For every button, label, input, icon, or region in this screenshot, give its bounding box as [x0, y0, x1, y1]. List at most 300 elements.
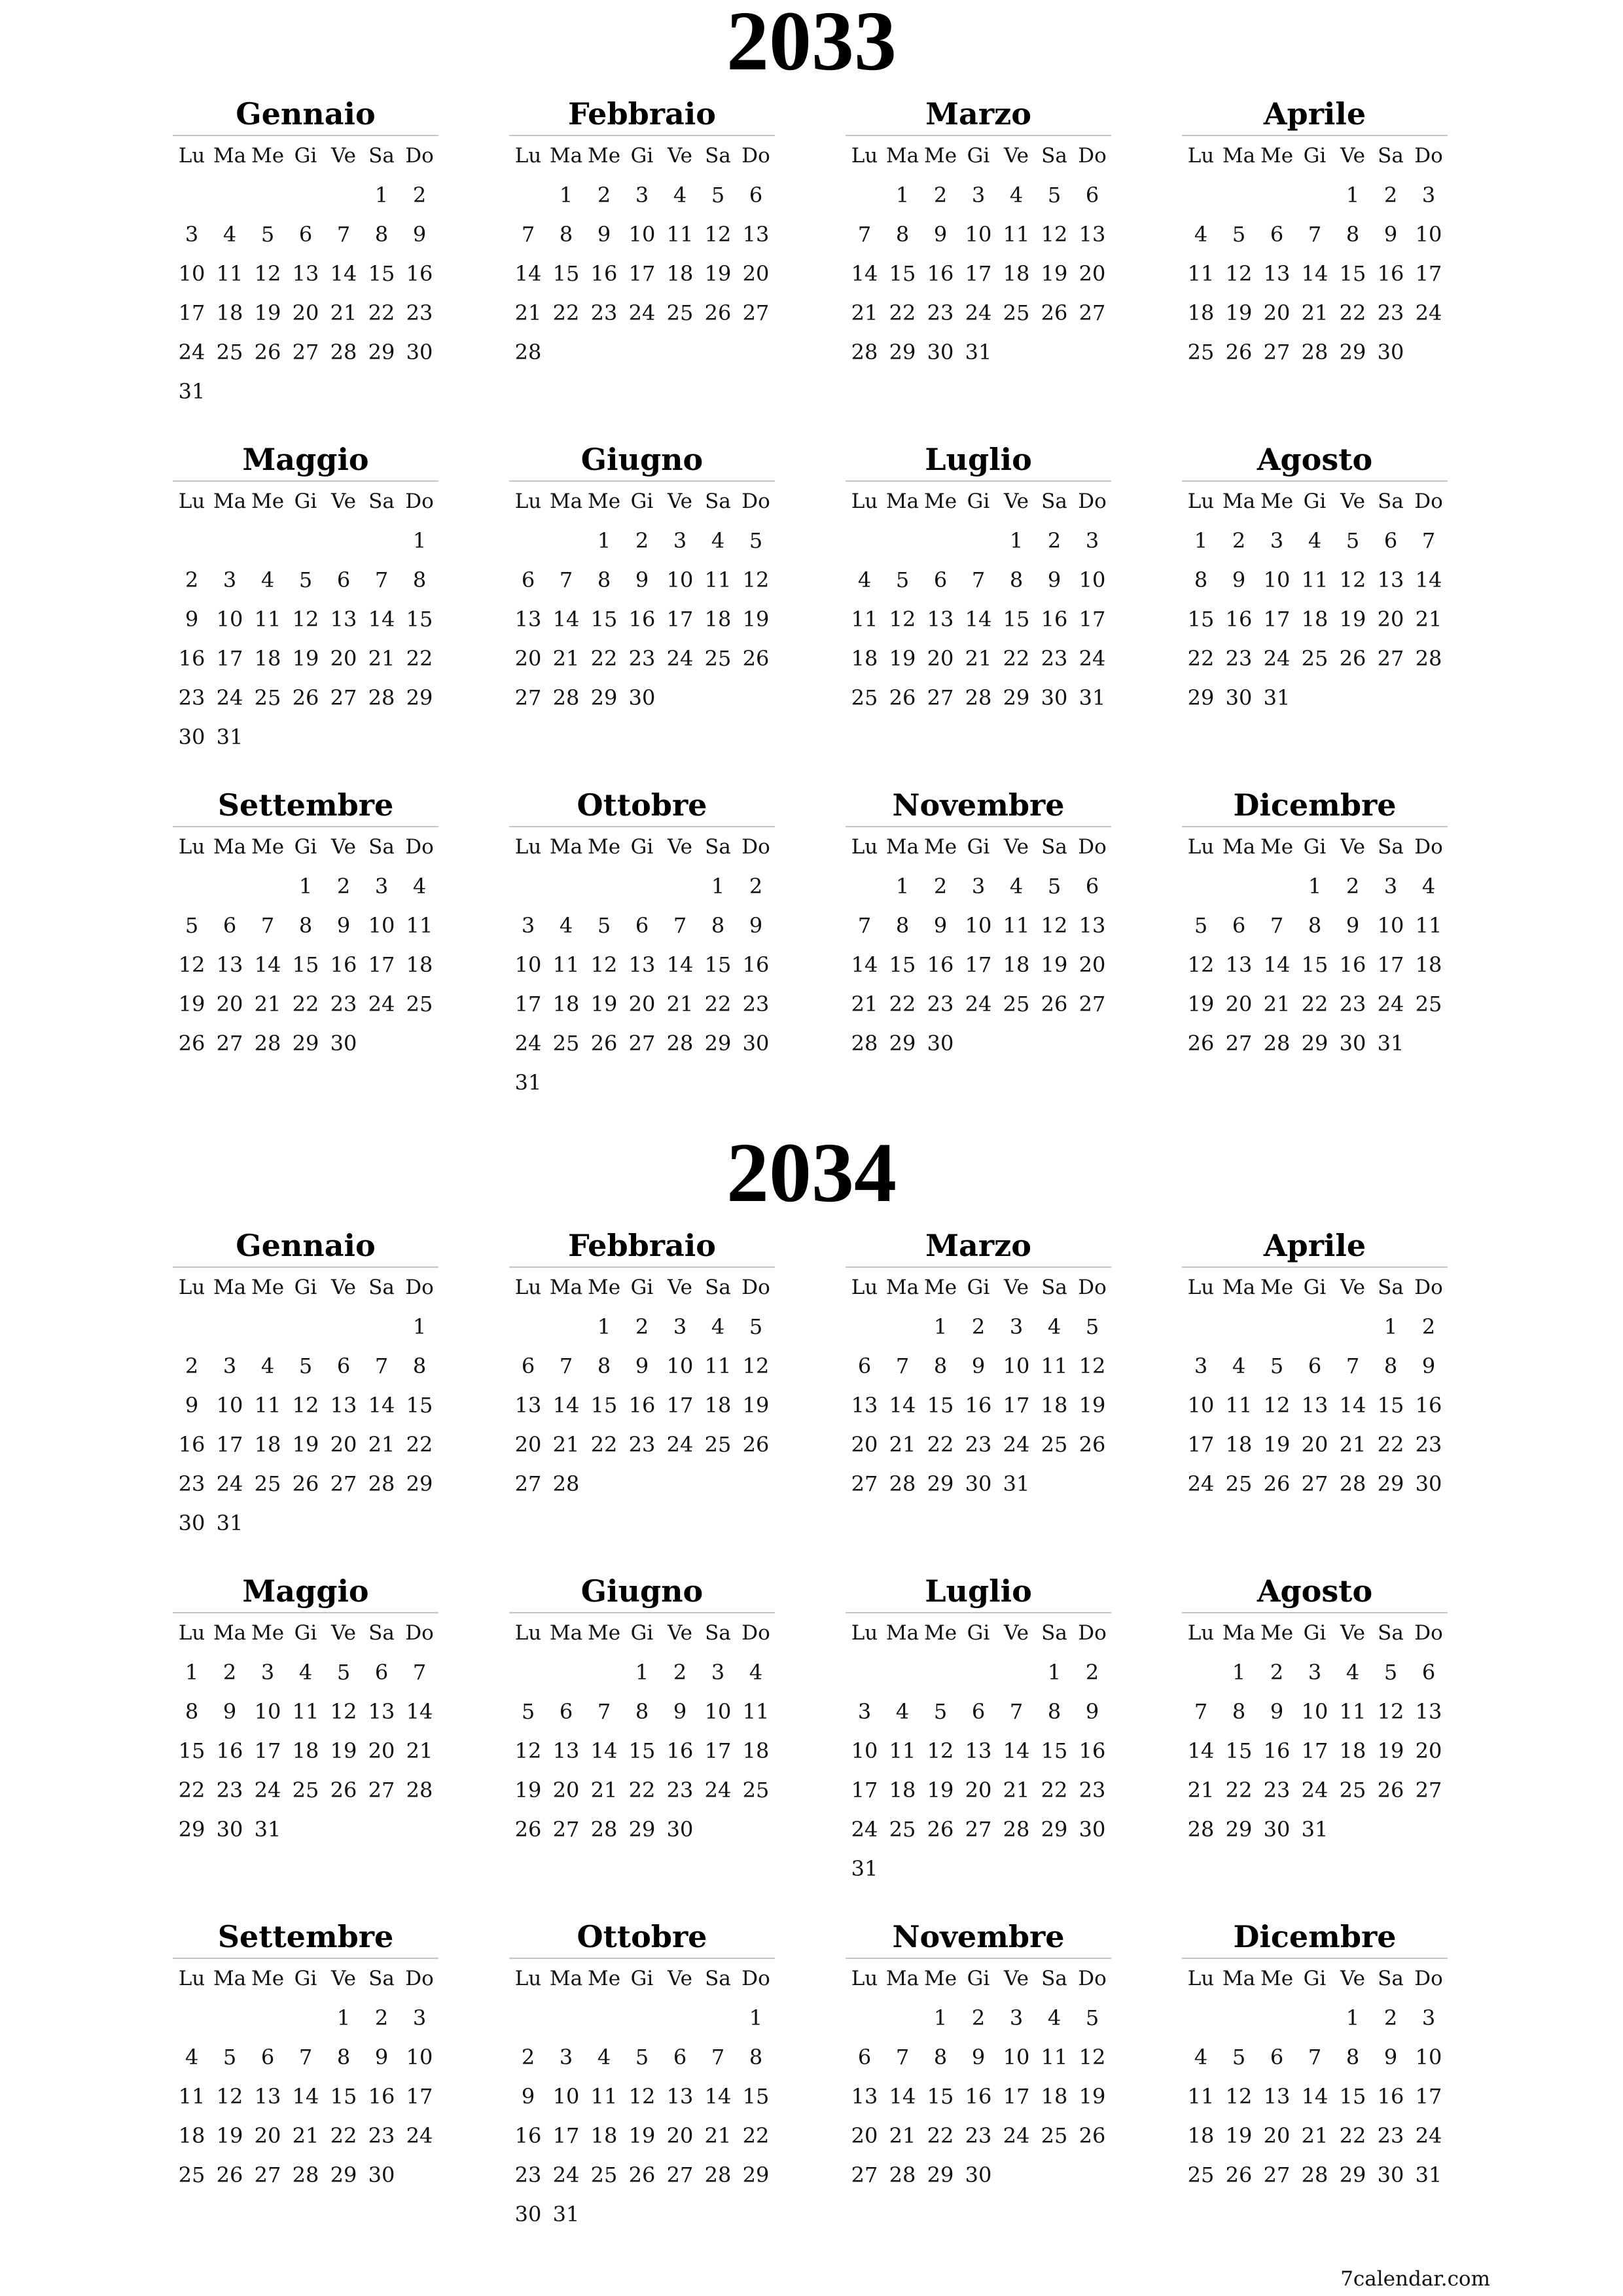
week-row — [1182, 1731, 1448, 1770]
day-cell: 27 — [666, 2162, 694, 2187]
day-cell: 11 — [1003, 222, 1030, 247]
day-cell: 12 — [254, 261, 281, 286]
week-row — [509, 600, 775, 639]
day-cell: 29 — [1225, 1817, 1253, 1842]
week-row — [1182, 867, 1448, 906]
day-cell: 27 — [330, 685, 357, 710]
day-cell: 7 — [412, 1660, 427, 1685]
weekday-label: Sa — [368, 1276, 395, 1299]
day-cell: 13 — [1225, 952, 1253, 977]
week-row — [846, 639, 1111, 678]
day-cell: 7 — [895, 1354, 910, 1378]
empty-day-cell — [287, 372, 325, 411]
weekday-label: Ve — [331, 1276, 356, 1299]
weekday-label: Ma — [885, 144, 919, 168]
day-cell: 27 — [1301, 1471, 1329, 1496]
day-cell: 20 — [514, 646, 542, 671]
day-cell: 12 — [1263, 1393, 1291, 1418]
weekday-label: Lu — [178, 490, 205, 513]
month-calendar — [846, 784, 1111, 1130]
day-cell: 21 — [889, 1432, 916, 1457]
day-cell: 4 — [1421, 874, 1436, 899]
day-cell: 8 — [1308, 913, 1322, 938]
day-cell: 27 — [851, 1471, 878, 1496]
day-cell: 10 — [965, 222, 992, 247]
day-cell: 23 — [927, 992, 954, 1016]
day-cell: 26 — [1079, 2123, 1106, 2148]
week-row — [509, 2077, 775, 2116]
empty-day-cell — [287, 1307, 325, 1346]
weekday-label: Gi — [1303, 835, 1327, 859]
month-title: Dicembre — [1182, 1916, 1448, 1959]
week-row — [173, 2037, 438, 2077]
day-cell: 12 — [1225, 2084, 1253, 2109]
weekday-label: Sa — [705, 144, 731, 168]
day-cell: 23 — [1263, 1778, 1291, 1803]
day-cell: 22 — [330, 2123, 357, 2148]
day-cell: 16 — [1263, 1738, 1291, 1763]
day-cell: 21 — [965, 646, 992, 671]
day-cell: 9 — [635, 1354, 649, 1378]
day-cell: 4 — [895, 1699, 910, 1724]
day-cell: 22 — [927, 2123, 954, 2148]
day-cell: 22 — [1301, 992, 1329, 1016]
week-row — [509, 175, 775, 215]
empty-day-cell — [249, 1503, 287, 1543]
day-cell: 11 — [406, 913, 433, 938]
day-cell: 12 — [1041, 913, 1068, 938]
week-row — [509, 1692, 775, 1731]
day-cell: 21 — [1339, 1432, 1366, 1457]
empty-day-cell — [1334, 678, 1372, 717]
day-cell: 20 — [666, 2123, 694, 2148]
day-cell: 3 — [412, 2005, 427, 2030]
week-row — [1182, 1692, 1448, 1731]
day-cell: 19 — [1041, 261, 1068, 286]
day-cell: 30 — [927, 340, 954, 365]
day-cell: 26 — [1079, 1432, 1106, 1457]
week-row — [509, 678, 775, 717]
day-cell: 20 — [514, 1432, 542, 1457]
empty-day-cell — [1182, 1653, 1220, 1692]
day-cell: 18 — [1339, 1738, 1366, 1763]
month-calendar — [509, 1916, 775, 2261]
week-row — [509, 2037, 775, 2077]
week-row — [173, 2116, 438, 2155]
weekday-label: Me — [923, 835, 957, 859]
week-row — [1182, 1386, 1448, 1425]
weekday-label: Ve — [1340, 835, 1365, 859]
empty-day-cell — [249, 1998, 287, 2037]
day-cell: 3 — [971, 874, 986, 899]
day-cell: 10 — [1301, 1699, 1329, 1724]
day-cell: 9 — [1421, 1354, 1436, 1378]
week-row — [509, 254, 775, 293]
week-row — [1182, 600, 1448, 639]
day-cell: 28 — [1339, 1471, 1366, 1496]
day-cell: 23 — [178, 1471, 205, 1496]
day-cell: 21 — [851, 992, 878, 1016]
day-cell: 16 — [965, 2084, 992, 2109]
day-cell: 31 — [1079, 685, 1106, 710]
day-cell: 8 — [374, 222, 389, 247]
day-cell: 7 — [857, 913, 872, 938]
day-cell: 27 — [292, 340, 319, 365]
day-cell: 14 — [851, 261, 878, 286]
day-cell: 27 — [628, 1031, 656, 1056]
day-cell: 13 — [1079, 222, 1106, 247]
empty-day-cell — [287, 1810, 325, 1849]
weekday-label: Gi — [630, 1621, 654, 1645]
weekday-header — [846, 1613, 1111, 1653]
day-cell: 16 — [1079, 1738, 1106, 1763]
day-cell: 17 — [666, 607, 694, 632]
month-calendar — [846, 1916, 1111, 2261]
day-cell: 10 — [1415, 222, 1442, 247]
week-row — [1182, 945, 1448, 984]
day-cell: 21 — [368, 646, 395, 671]
week-row — [509, 906, 775, 945]
day-cell: 5 — [635, 2045, 649, 2070]
day-cell: 22 — [406, 1432, 433, 1457]
day-cell: 31 — [216, 725, 243, 749]
day-cell: 19 — [292, 1432, 319, 1457]
day-cell: 19 — [1187, 992, 1215, 1016]
day-cell: 6 — [971, 1699, 986, 1724]
weekday-label: Me — [251, 144, 285, 168]
week-row — [173, 867, 438, 906]
weekday-label: Ve — [1004, 490, 1029, 513]
day-cell: 8 — [1009, 567, 1024, 592]
day-cell: 25 — [590, 2162, 618, 2187]
empty-day-cell — [846, 867, 883, 906]
empty-day-cell — [325, 175, 363, 215]
day-cell: 14 — [666, 952, 694, 977]
day-cell: 1 — [597, 528, 611, 553]
empty-day-cell — [249, 717, 287, 757]
day-cell: 24 — [1187, 1471, 1215, 1496]
day-cell: 14 — [1187, 1738, 1215, 1763]
empty-day-cell — [1372, 678, 1410, 717]
week-row — [1182, 639, 1448, 678]
weekday-label: Ma — [885, 1967, 919, 1990]
week-row — [846, 906, 1111, 945]
day-cell: 4 — [260, 1354, 275, 1378]
day-cell: 11 — [254, 1393, 281, 1418]
week-row — [846, 867, 1111, 906]
weekday-label: Me — [1260, 1967, 1294, 1990]
day-cell: 27 — [965, 1817, 992, 1842]
month-calendar — [173, 1916, 438, 2261]
weekday-label: Ma — [549, 1967, 583, 1990]
day-cell: 20 — [216, 992, 243, 1016]
day-cell: 19 — [1225, 300, 1253, 325]
empty-day-cell — [846, 1998, 883, 2037]
empty-day-cell — [737, 678, 775, 717]
day-cell: 4 — [260, 567, 275, 592]
day-cell: 9 — [336, 913, 351, 938]
day-cell: 28 — [889, 1471, 916, 1496]
empty-day-cell — [623, 332, 661, 372]
weekday-label: Ve — [1340, 1276, 1365, 1299]
day-cell: 7 — [521, 222, 535, 247]
empty-day-cell — [997, 1024, 1035, 1063]
day-cell: 30 — [927, 1031, 954, 1056]
day-cell: 8 — [1346, 2045, 1360, 2070]
day-cell: 21 — [254, 992, 281, 1016]
day-cell: 15 — [1003, 607, 1030, 632]
day-cell: 24 — [851, 1817, 878, 1842]
year-title: 2033 — [726, 0, 897, 88]
day-cell: 16 — [927, 952, 954, 977]
day-cell: 29 — [330, 2162, 357, 2187]
day-cell: 1 — [711, 874, 725, 899]
month-calendar — [173, 784, 438, 1130]
empty-day-cell — [363, 372, 401, 411]
day-cell: 4 — [1009, 874, 1024, 899]
month-title: Giugno — [509, 1570, 775, 1613]
weekday-label: Sa — [1041, 835, 1067, 859]
day-cell: 19 — [704, 261, 732, 286]
day-cell: 3 — [1308, 1660, 1322, 1685]
week-row — [509, 984, 775, 1024]
day-cell: 9 — [597, 222, 611, 247]
weekday-label: Me — [587, 490, 621, 513]
day-cell: 14 — [368, 607, 395, 632]
day-cell: 10 — [254, 1699, 281, 1724]
day-cell: 4 — [749, 1660, 763, 1685]
weekday-label: Do — [741, 144, 770, 168]
day-cell: 6 — [635, 913, 649, 938]
day-cell: 19 — [254, 300, 281, 325]
week-row — [1182, 2077, 1448, 2116]
day-cell: 31 — [1377, 1031, 1404, 1056]
weekday-label: Sa — [368, 144, 395, 168]
day-cell: 24 — [666, 646, 694, 671]
day-cell: 15 — [406, 1393, 433, 1418]
day-cell: 28 — [1187, 1817, 1215, 1842]
week-row — [1182, 175, 1448, 215]
day-cell: 1 — [374, 183, 389, 207]
day-cell: 18 — [552, 992, 580, 1016]
day-cell: 19 — [178, 992, 205, 1016]
weekday-label: Ma — [1222, 490, 1256, 513]
month-title: Luglio — [846, 439, 1111, 482]
day-cell: 11 — [1415, 913, 1442, 938]
week-row — [173, 1024, 438, 1063]
empty-day-cell — [1220, 1307, 1258, 1346]
day-cell: 1 — [1194, 528, 1208, 553]
day-cell: 20 — [1415, 1738, 1442, 1763]
day-cell: 9 — [1270, 1699, 1284, 1724]
day-cell: 24 — [965, 300, 992, 325]
day-cell: 6 — [336, 1354, 351, 1378]
day-cell: 16 — [965, 1393, 992, 1418]
weekday-label: Lu — [851, 835, 878, 859]
week-row — [173, 175, 438, 215]
day-cell: 25 — [1301, 646, 1329, 671]
empty-day-cell — [211, 372, 249, 411]
day-cell: 5 — [1194, 913, 1208, 938]
day-cell: 29 — [742, 2162, 770, 2187]
week-row — [1182, 332, 1448, 372]
day-cell: 26 — [330, 1778, 357, 1803]
day-cell: 13 — [368, 1699, 395, 1724]
day-cell: 12 — [1079, 1354, 1106, 1378]
day-cell: 6 — [1383, 528, 1398, 553]
day-cell: 11 — [1041, 2045, 1068, 2070]
empty-day-cell — [211, 521, 249, 560]
week-row — [1182, 906, 1448, 945]
empty-day-cell — [509, 1307, 547, 1346]
day-cell: 26 — [1187, 1031, 1215, 1056]
day-cell: 11 — [742, 1699, 770, 1724]
weekday-label: Sa — [705, 1967, 731, 1990]
day-cell: 23 — [514, 2162, 542, 2187]
day-cell: 22 — [1003, 646, 1030, 671]
day-cell: 24 — [216, 1471, 243, 1496]
empty-day-cell — [325, 717, 363, 757]
week-row — [173, 1425, 438, 1464]
week-row — [509, 1731, 775, 1770]
empty-day-cell — [737, 1464, 775, 1503]
week-row — [846, 1810, 1111, 1849]
weekday-label: Me — [251, 1276, 285, 1299]
day-cell: 19 — [1263, 1432, 1291, 1457]
day-cell: 16 — [666, 1738, 694, 1763]
day-cell: 4 — [711, 528, 725, 553]
day-cell: 27 — [216, 1031, 243, 1056]
day-cell: 5 — [1047, 183, 1061, 207]
weekday-label: Sa — [1041, 1621, 1067, 1645]
day-cell: 10 — [368, 913, 395, 938]
day-cell: 11 — [704, 1354, 732, 1378]
day-cell: 12 — [742, 1354, 770, 1378]
day-cell: 2 — [336, 874, 351, 899]
day-cell: 16 — [590, 261, 618, 286]
day-cell: 31 — [1301, 1817, 1329, 1842]
day-cell: 25 — [889, 1817, 916, 1842]
week-row — [173, 1810, 438, 1849]
day-cell: 5 — [895, 567, 910, 592]
day-cell: 24 — [704, 1778, 732, 1803]
day-cell: 24 — [178, 340, 205, 365]
day-cell: 30 — [1225, 685, 1253, 710]
day-cell: 4 — [1047, 2005, 1061, 2030]
months-grid — [173, 1225, 1448, 2261]
day-cell: 25 — [851, 685, 878, 710]
day-cell: 22 — [628, 1778, 656, 1803]
day-cell: 5 — [711, 183, 725, 207]
day-cell: 19 — [889, 646, 916, 671]
day-cell: 9 — [1232, 567, 1246, 592]
weekday-label: Do — [1078, 144, 1107, 168]
week-row — [509, 332, 775, 372]
day-cell: 29 — [1187, 685, 1215, 710]
day-cell: 28 — [965, 685, 992, 710]
day-cell: 13 — [1415, 1699, 1442, 1724]
day-cell: 15 — [889, 952, 916, 977]
day-cell: 22 — [406, 646, 433, 671]
weekday-label: Ma — [1222, 1276, 1256, 1299]
day-cell: 11 — [292, 1699, 319, 1724]
empty-day-cell — [921, 1849, 959, 1888]
day-cell: 24 — [628, 300, 656, 325]
day-cell: 25 — [254, 685, 281, 710]
empty-day-cell — [997, 332, 1035, 372]
day-cell: 23 — [216, 1778, 243, 1803]
day-cell: 14 — [406, 1699, 433, 1724]
weekday-label: Ma — [213, 490, 247, 513]
day-cell: 1 — [1383, 1314, 1398, 1339]
day-cell: 28 — [1263, 1031, 1291, 1056]
day-cell: 27 — [1079, 992, 1106, 1016]
day-cell: 12 — [1187, 952, 1215, 977]
day-cell: 14 — [704, 2084, 732, 2109]
day-cell: 29 — [628, 1817, 656, 1842]
day-cell: 2 — [185, 1354, 199, 1378]
day-cell: 6 — [298, 222, 313, 247]
day-cell: 23 — [742, 992, 770, 1016]
day-cell: 8 — [933, 2045, 948, 2070]
weekday-label: Gi — [1303, 1276, 1327, 1299]
week-row — [173, 1346, 438, 1386]
day-cell: 6 — [673, 2045, 687, 2070]
day-cell: 12 — [292, 1393, 319, 1418]
day-cell: 8 — [185, 1699, 199, 1724]
empty-day-cell — [249, 372, 287, 411]
day-cell: 28 — [1301, 2162, 1329, 2187]
week-row — [173, 215, 438, 254]
day-cell: 18 — [590, 2123, 618, 2148]
day-cell: 17 — [965, 261, 992, 286]
empty-day-cell — [1334, 1307, 1372, 1346]
weekday-label: Do — [1078, 1967, 1107, 1990]
empty-day-cell — [249, 1307, 287, 1346]
day-cell: 5 — [1383, 1660, 1398, 1685]
day-cell: 8 — [1047, 1699, 1061, 1724]
day-cell: 1 — [597, 1314, 611, 1339]
weekday-label: Do — [405, 144, 434, 168]
day-cell: 11 — [851, 607, 878, 632]
day-cell: 19 — [330, 1738, 357, 1763]
empty-day-cell — [1073, 332, 1111, 372]
day-cell: 27 — [514, 1471, 542, 1496]
day-cell: 11 — [704, 567, 732, 592]
day-cell: 8 — [412, 567, 427, 592]
weekday-label: Lu — [514, 1621, 542, 1645]
empty-day-cell — [661, 1998, 699, 2037]
week-row — [509, 1024, 775, 1063]
weekday-label: Ma — [885, 835, 919, 859]
day-cell: 6 — [933, 567, 948, 592]
empty-day-cell — [737, 1063, 775, 1102]
day-cell: 18 — [1301, 607, 1329, 632]
day-cell: 23 — [927, 300, 954, 325]
month-title: Settembre — [173, 1916, 438, 1959]
empty-day-cell — [959, 1024, 997, 1063]
day-cell: 11 — [1301, 567, 1329, 592]
day-cell: 23 — [178, 685, 205, 710]
day-cell: 8 — [336, 2045, 351, 2070]
weekday-label: Lu — [1187, 835, 1215, 859]
weekday-label: Ve — [668, 1276, 692, 1299]
month-title: Ottobre — [509, 784, 775, 827]
week-row — [846, 1731, 1111, 1770]
day-cell: 4 — [597, 2045, 611, 2070]
day-cell: 10 — [965, 913, 992, 938]
day-cell: 24 — [965, 992, 992, 1016]
